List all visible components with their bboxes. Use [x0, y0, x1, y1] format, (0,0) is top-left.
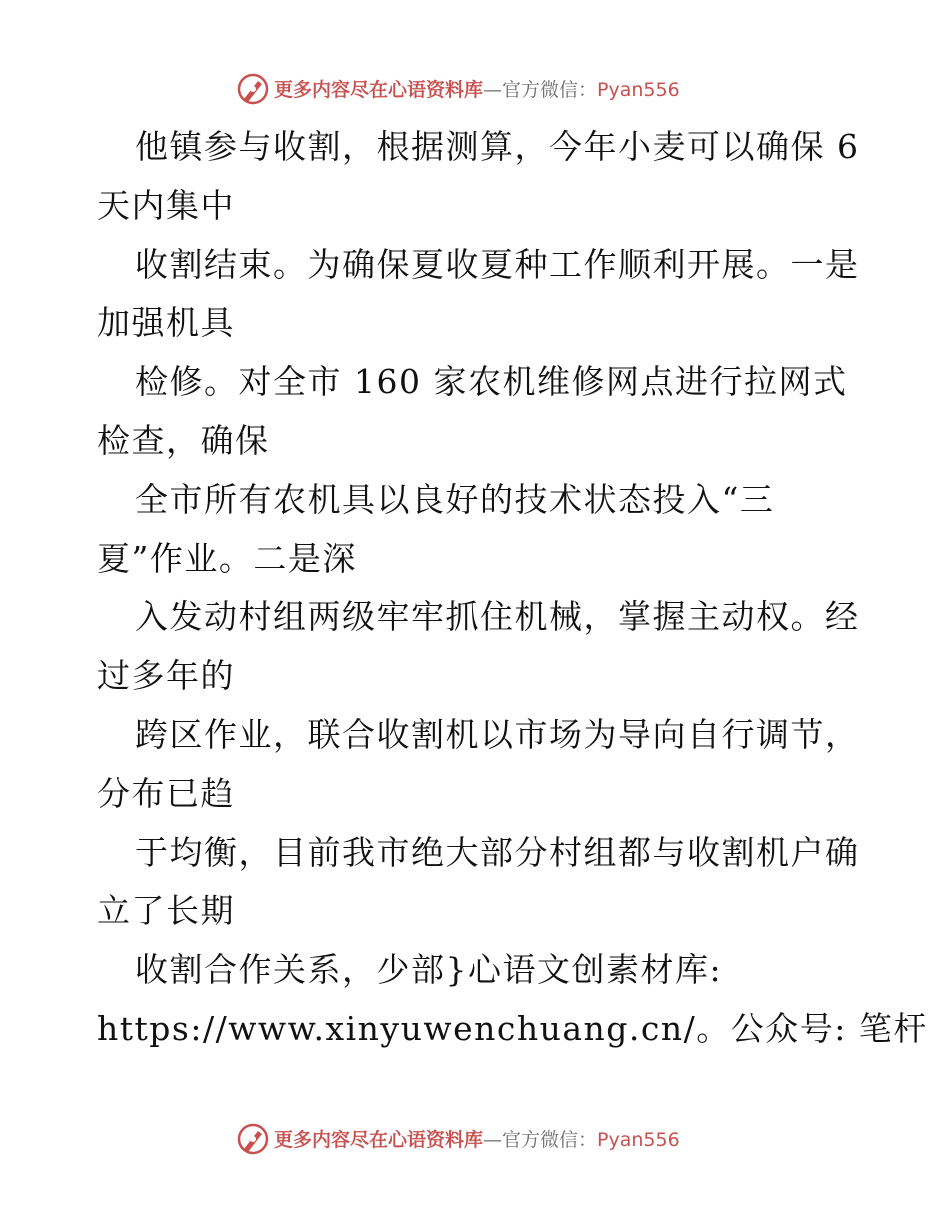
text-line: 于均衡，目前我市绝大部分村组都与收割机户确: [135, 832, 860, 872]
document-body: [97, 118, 928, 1059]
text-line: 立了长期: [97, 891, 235, 931]
text-line: 收割结束。为确保夏收夏种工作顺利开展。一是: [135, 244, 860, 284]
text-line: 天内集中: [97, 185, 235, 225]
watermark-prefix: 更多内容尽在心语资料库: [274, 79, 484, 101]
text-line: 检查，确保: [97, 420, 270, 460]
text-line: 全市所有农机具以良好的技术状态投入“三: [135, 479, 775, 519]
watermark-id: Pyan556: [597, 79, 680, 101]
header-watermark: [0, 68, 950, 112]
text-line: 收割合作关系，少部}心语文创素材库:: [135, 950, 723, 990]
footer-watermark: [0, 1118, 950, 1162]
watermark-text: [274, 1128, 680, 1152]
text-line: 夏”作业。二是深: [97, 538, 357, 578]
pen-logo-icon: [236, 1122, 270, 1156]
text-line: 分布已趋: [97, 773, 235, 813]
watermark-id: Pyan556: [597, 1129, 680, 1151]
watermark-text: [274, 78, 680, 102]
text-line: 他镇参与收割，根据测算，今年小麦可以确保 6: [135, 127, 860, 166]
pen-logo-icon: [236, 72, 270, 106]
text-line: 加强机具: [97, 303, 235, 343]
watermark-prefix: 更多内容尽在心语资料库: [274, 1129, 484, 1151]
text-line: 检修。对全市 160 家农机维修网点进行拉网式: [135, 362, 848, 402]
text-line: 过多年的: [97, 656, 235, 696]
text-line: 跨区作业，联合收割机以市场为导向自行调节，: [135, 714, 860, 754]
text-line: 入发动村组两级牢牢抓住机械，掌握主动权。经: [135, 597, 860, 637]
url-line: https://www.xinyuwenchuang.cn/。公众号: 笔杆: [97, 1008, 928, 1048]
watermark-middle: 官方微信：: [502, 79, 598, 101]
watermark-dash: —: [483, 1129, 503, 1151]
watermark-middle: 官方微信：: [502, 1129, 598, 1151]
watermark-dash: —: [483, 79, 503, 101]
